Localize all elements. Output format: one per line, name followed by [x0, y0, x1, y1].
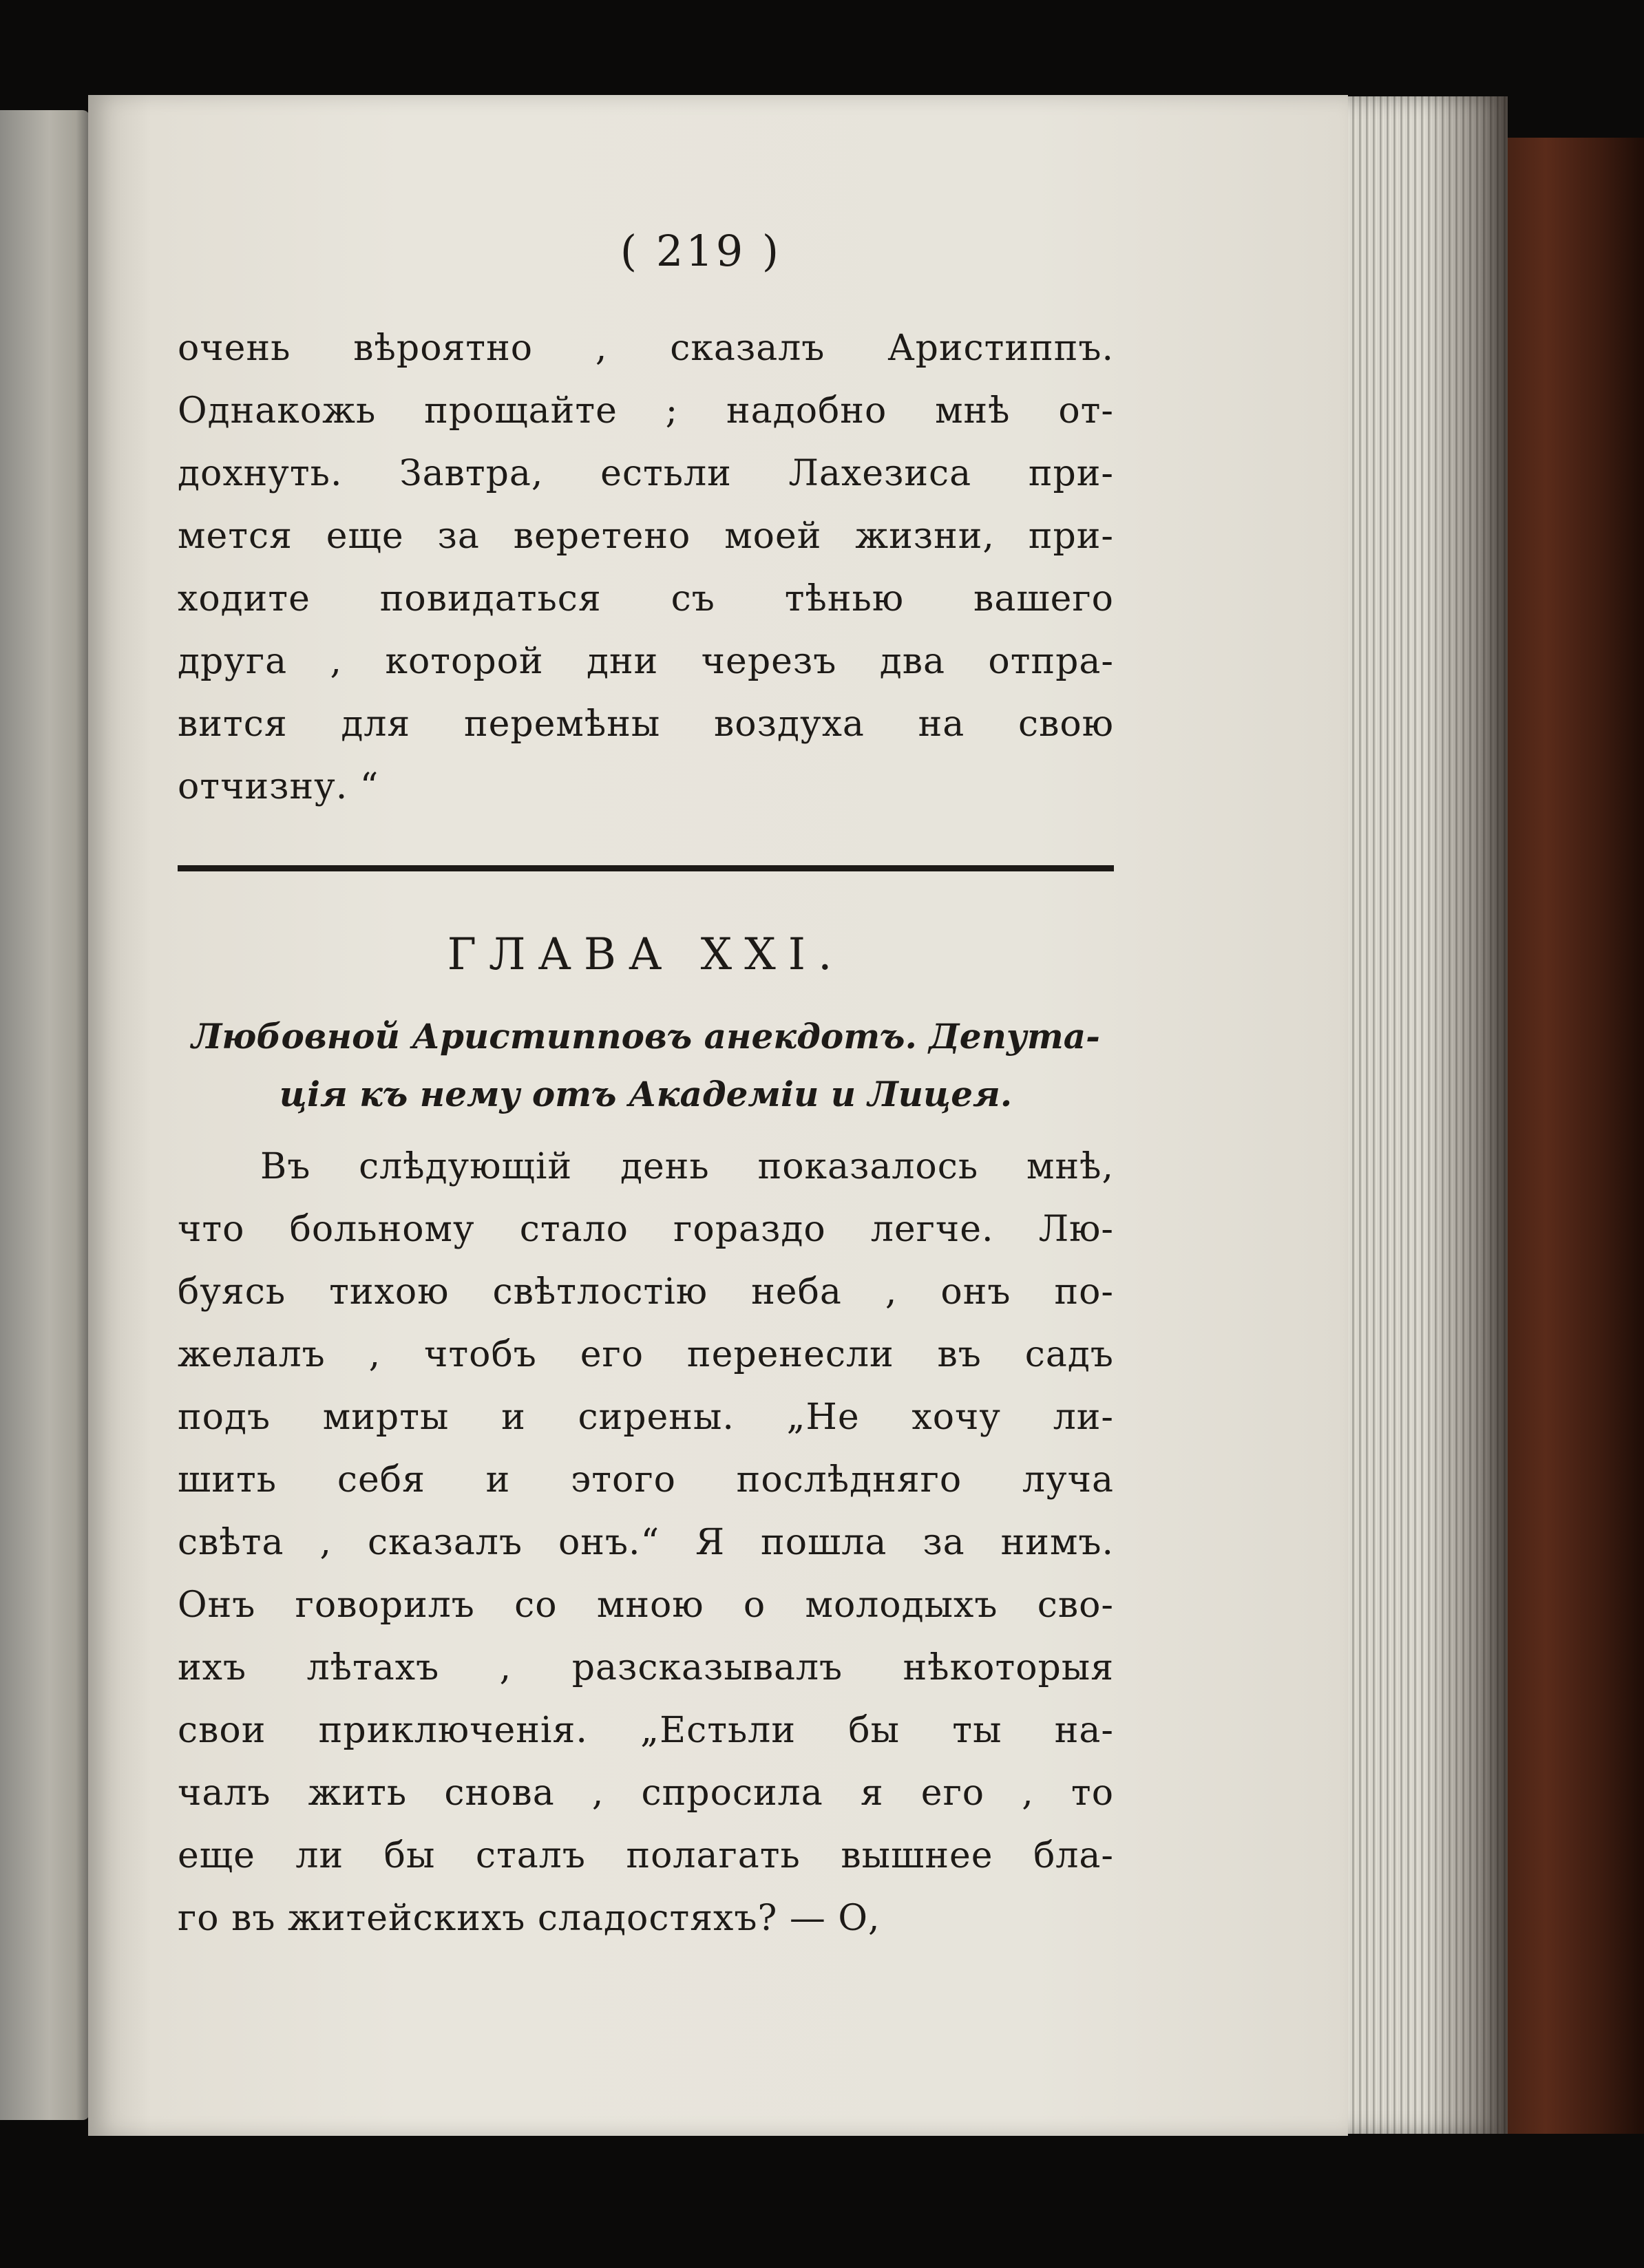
text-line: желалъ , чтобъ его перенесли въ садъ [178, 1334, 1114, 1375]
text-line: Въ слѣдующій день показалось мнѣ, [260, 1146, 1114, 1187]
text-line: отчизну. “ [178, 766, 379, 807]
text-line: мется еще за веретено моей жизни, при- [178, 516, 1114, 557]
chapter-subtitle-line: Любовной Аристипповъ анекдотъ. Депута- [191, 1016, 1100, 1057]
text-line: свои приключенія. „Естьли бы ты на- [178, 1710, 1114, 1751]
text-line: ходите повидаться съ тѣнью вашего [178, 578, 1114, 619]
text-line: друга , которой дни черезъ два отпра- [178, 641, 1114, 682]
chapter-title: ГЛАВА XXI. [447, 929, 845, 980]
page-number: ( 219 ) [620, 226, 782, 276]
text-line: подъ мирты и сирены. „Не хочу ли- [178, 1397, 1114, 1438]
text-line: вится для перемѣны воздуха на свою [178, 703, 1114, 745]
text-line: чалъ жить снова , спросила я его , то [178, 1772, 1114, 1814]
text-line: очень вѣроятно , сказалъ Аристиппъ. [178, 328, 1114, 369]
text-line: дохнуть. Завтра, естьли Лахезиса при- [178, 453, 1114, 494]
text-line: ихъ лѣтахъ , разсказывалъ нѣкоторыя [178, 1647, 1114, 1688]
page-text [178, 226, 1210, 1950]
text-line: шить себя и этого послѣдняго луча [178, 1459, 1114, 1501]
top-paragraph [178, 317, 1114, 818]
page-stack-edges [1336, 96, 1508, 2134]
text-line: Онъ говорилъ со мною о молодыхъ сво- [178, 1585, 1114, 1626]
previous-page-edge [0, 110, 89, 2120]
section-divider [178, 865, 1114, 871]
book-page [88, 95, 1348, 2136]
text-line: Однакожь прощайте ; надобно мнѣ от- [178, 390, 1114, 432]
text-line: буясь тихою свѣтлостію неба , онъ по- [178, 1271, 1114, 1313]
text-line: свѣта , сказалъ онъ.“ Я пошла за нимъ. [178, 1522, 1114, 1563]
text-line: еще ли бы сталъ полагать вышнее бла- [178, 1835, 1114, 1876]
text-line: что больному стало гораздо легче. Лю- [178, 1209, 1114, 1250]
text-line: го въ житейскихъ сладостяхъ? — О, [178, 1898, 881, 1939]
chapter-subtitle-line: ція къ нему отъ Академіи и Лицея. [279, 1074, 1013, 1114]
body-paragraph [178, 1136, 1114, 1950]
